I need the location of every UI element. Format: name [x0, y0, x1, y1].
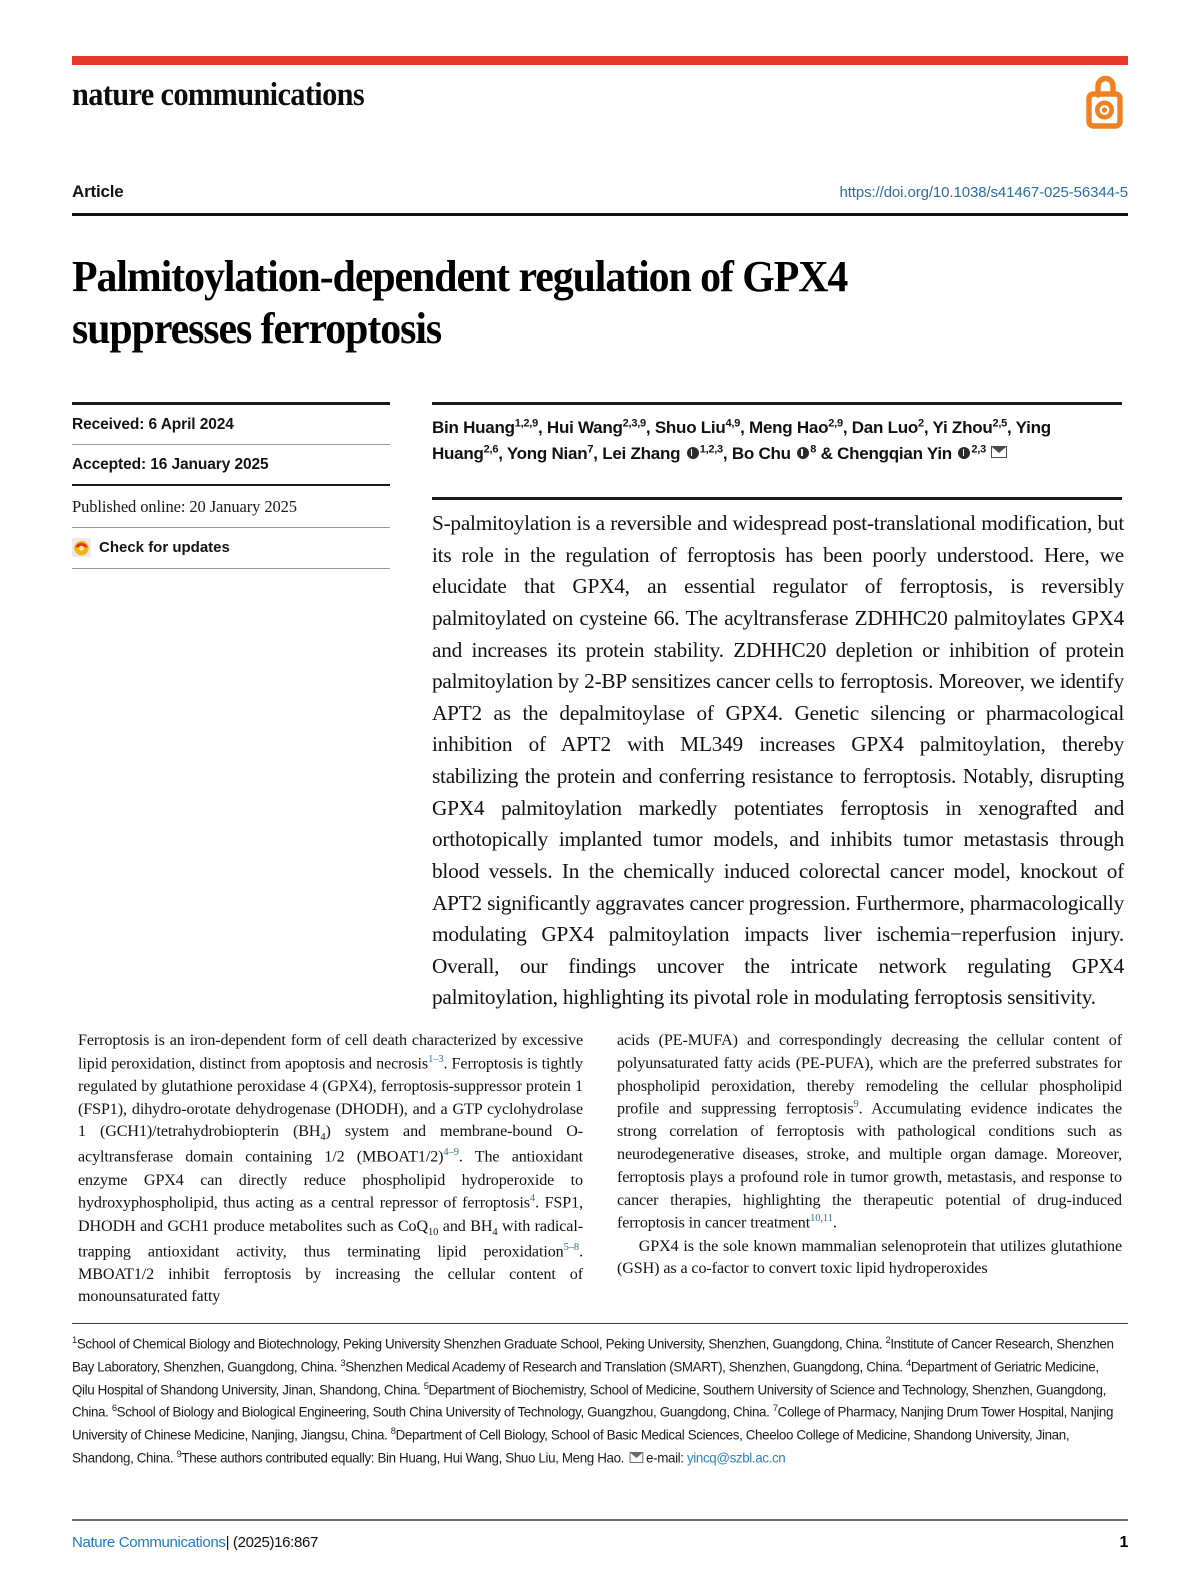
masthead-red-rule	[72, 56, 1128, 65]
masthead	[72, 56, 1128, 134]
received-date: Received: 6 April 2024	[72, 415, 234, 433]
meta-rule-4	[72, 568, 390, 569]
doi-link[interactable]: https://doi.org/10.1038/s41467-025-56344-5	[839, 184, 1128, 201]
footer-citation-group	[72, 1534, 318, 1551]
check-for-updates-button[interactable]	[72, 528, 390, 568]
body-column-left	[78, 1030, 583, 1309]
footer-citation: | (2025)16:867	[225, 1534, 318, 1551]
journal-logo-text: nature communications	[72, 77, 365, 113]
page-footer	[72, 1534, 1128, 1552]
page-title: Palmitoylation-dependent regulation of GPX4 suppresses ferroptosis	[72, 252, 848, 353]
published-online-date: Published online: 20 January 2025	[72, 497, 297, 516]
body-paragraph: Ferroptosis is an iron-dependent form of cell death characterized by excessive lipid peroxidation, distinct from apoptosis and necrosis$^{1-3}$. Ferroptosis is tightly regulated by glutathione peroxidase 4 (GPX4), ferroptosis-suppressor protein 1 (FSP1), dihydro-orotate dehydrogenase (DHODH), and a GTP cyclohydrolase 1 (GCH1)/tetrahydrobiopterin $(BH_4)$ system and membrane-bound O-acyltransferase domain containing 1/2 (MBOAT1/2)$^{4-9}$. The antioxidant enzyme GPX4 can directly reduce phospholipid hydroperoxide to hydroxyphospholipid, thus acting as a central repressor of ferroptosis$^4$. FSP1, DHODH and GCH1 produce metabolites such as CoQ$_{10}$ and $BH_4$ with radical-trapping antioxidant activity, thus terminating lipid peroxidation$^{5-8}$. MBOAT1/2 inhibit ferroptosis by increasing the cellular content of monounsaturated fatty	[78, 1032, 583, 1306]
affiliations-top-rule	[72, 1323, 1128, 1324]
crossmark-icon	[72, 538, 91, 557]
article-metadata-panel	[72, 402, 390, 569]
body-column-right	[617, 1030, 1122, 1309]
body-columns	[78, 1030, 1123, 1309]
accepted-date: Accepted: 16 January 2025	[72, 455, 269, 473]
open-access-padlock-icon	[1084, 73, 1126, 134]
author-list-block	[432, 402, 1122, 467]
page-number: 1	[1119, 1534, 1128, 1551]
author-list: Bin Huang$^{1,2,9}$, Hui Wang$^{2,3,9}$, Shuo Liu$^{4,9}$, Meng Hao$^{2,9}$, Dan Luo$^2$, Yi Zhou$^{2,5}$, Ying Huang$^{2,6}$, Yong Nian$^7$, Lei Zhang $^{1,2,3}$, Bo Chu $^8$ & Chengqian Yin $^{2,3}$	[432, 416, 1051, 463]
check-for-updates-label: Check for updates	[99, 539, 230, 556]
article-kicker-row	[72, 182, 1128, 202]
article-type-label: Article	[72, 182, 124, 201]
footer-rule	[72, 1519, 1128, 1521]
footer-journal-name[interactable]: Nature Communications	[72, 1534, 226, 1551]
affiliations-block: $^1$School of Chemical Biology and Biotechnology, Peking University Shenzhen Graduate School, Peking University, Shenzhen, Guangdong, China. $^2$Institute of Cancer Research, Shenzhen Bay Laboratory, Shenzhen, Guangdong, China. $^3$Shenzhen Medical Academy of Research and Translation (SMART), Shenzhen, Guangdong, China. $^4$Department of Geriatric Medicine, Qilu Hospital of Shandong University, Jinan, Shandong, China. $^5$Department of Biochemistry, School of Medicine, Southern University of Science and Technology, Shenzhen, Guangdong, China. $^6$School of Biology and Biological Engineering, South China University of Technology, Guangzhou, Guangdong, China. $^7$College of Pharmacy, Nanjing Drum Tower Hospital, Nanjing University of Chinese Medicine, Nanjing, Jiangsu, China. $^8$Department of Cell Biology, School of Basic Medical Sciences, Cheeloo College of Medicine, Shandong University, Jinan, Shandong, China. $^9$These authors contributed equally: Bin Huang, Hui Wang, Shuo Liu, Meng Hao. e-mail: yincq@szbl.ac.cn	[72, 1335, 1114, 1466]
abstract-text: S-palmitoylation is a reversible and widespread post-translational modification, but its role in the regulation of ferroptosis has been poorly understood. Here, we elucidate that GPX4, an essential regulator of ferroptosis, is reversibly palmitoylated on cysteine 66. The acyltransferase ZDHHC20 palmitoylates GPX4 and increases its protein stability. ZDHHC20 depletion or inhibition of protein palmitoylation by 2-BP sensitizes cancer cells to ferroptosis. Moreover, we identify APT2 as the depalmitoylase of GPX4. Genetic silencing or pharmacological inhibition of APT2 with ML349 increases GPX4 palmitoylation, thereby stabilizing the protein and conferring resistance to ferroptosis. Notably, disrupting GPX4 palmitoylation markedly potentiates ferroptosis in xenografted and orthotopically implanted tumor models, and inhibits tumor metastasis through blood vessels. In the chemically induced colorectal cancer model, knockout of APT2 significantly aggravates cancer progression. Furthermore, pharmacologically modulating GPX4 palmitoylation impacts liver ischemia−reperfusion injury. Overall, our findings uncover the intricate network regulating GPX4 palmitoylation, highlighting its pivotal role in modulating ferroptosis sensitivity.	[432, 511, 1124, 1010]
abstract-top-rule	[432, 497, 1122, 500]
body-paragraph: acids (PE-MUFA) and correspondingly decreasing the cellular content of polyunsaturated fatty acids (PE-PUFA), which are the preferred substrates for phospholipid peroxidation, thereby remodeling the cellular phospholipid profile and suppressing ferroptosis$^9$. Accumulating evidence indicates the strong correlation of ferroptosis with pathological conditions such as neurodegenerative diseases, stroke, and multiple organ damage. Moreover, ferroptosis plays a profound role in tumor growth, metastasis, and response to cancer therapies, highlighting the therapeutic potential of drug-induced ferroptosis in cancer treatment$^{10,11}$.	[617, 1032, 1122, 1232]
title-top-rule	[72, 213, 1128, 216]
body-paragraph: GPX4 is the sole known mammalian selenoprotein that utilizes glutathione (GSH) as a co-factor to convert toxic lipid hydroperoxides	[617, 1237, 1122, 1278]
